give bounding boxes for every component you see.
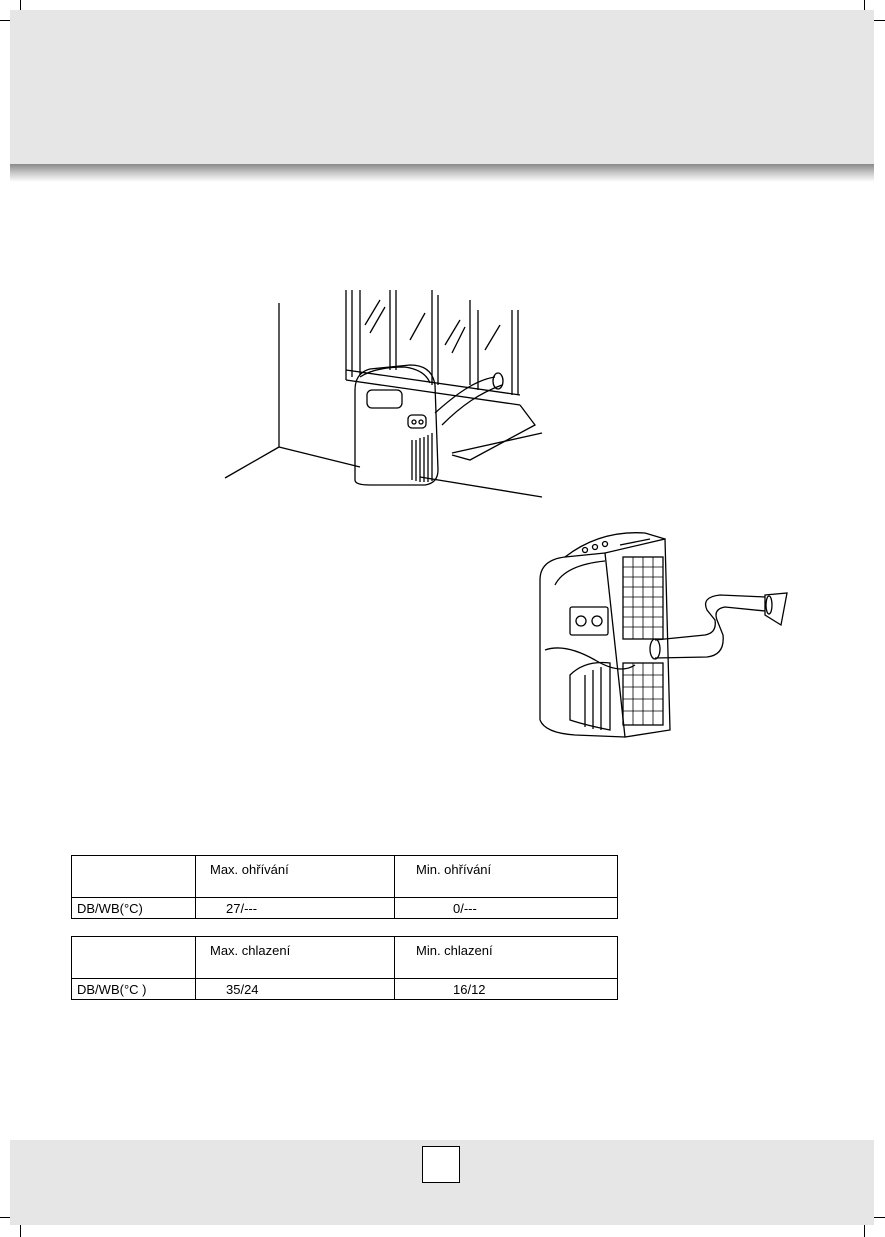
crop-mark-tr-h [873,20,885,21]
header-cell-empty [72,856,196,898]
row-label: DB/WB(°C ) [72,979,196,1000]
table-header-row [72,856,618,898]
crop-mark-br-v [864,1225,865,1237]
header-cell-min-cooling: Min. chlazení [395,937,618,979]
header-cell-max-heating: Max. ohřívání [196,856,395,898]
row-label: DB/WB(°C) [72,898,196,919]
header-cell-empty [72,937,196,979]
header-cell-min-heating: Min. ohřívání [395,856,618,898]
heating-range-table [71,855,618,919]
cell-min-cooling: 16/12 [395,979,618,1000]
header-cell-max-cooling: Max. chlazení [196,937,395,979]
cell-min-heating: 0/--- [395,898,618,919]
header-band [10,10,874,166]
cooling-range-table [71,936,618,1000]
page-number-box [422,1146,460,1183]
crop-mark-br-h [873,1217,885,1218]
window-installation-illustration [220,285,550,500]
table-row [72,979,618,1000]
header-shadow [10,164,874,182]
cell-max-cooling: 35/24 [196,979,395,1000]
unit-rear-hose-illustration [525,525,790,740]
table-row [72,898,618,919]
cell-max-heating: 27/--- [196,898,395,919]
crop-mark-bl-v [20,1225,21,1237]
table-header-row [72,937,618,979]
